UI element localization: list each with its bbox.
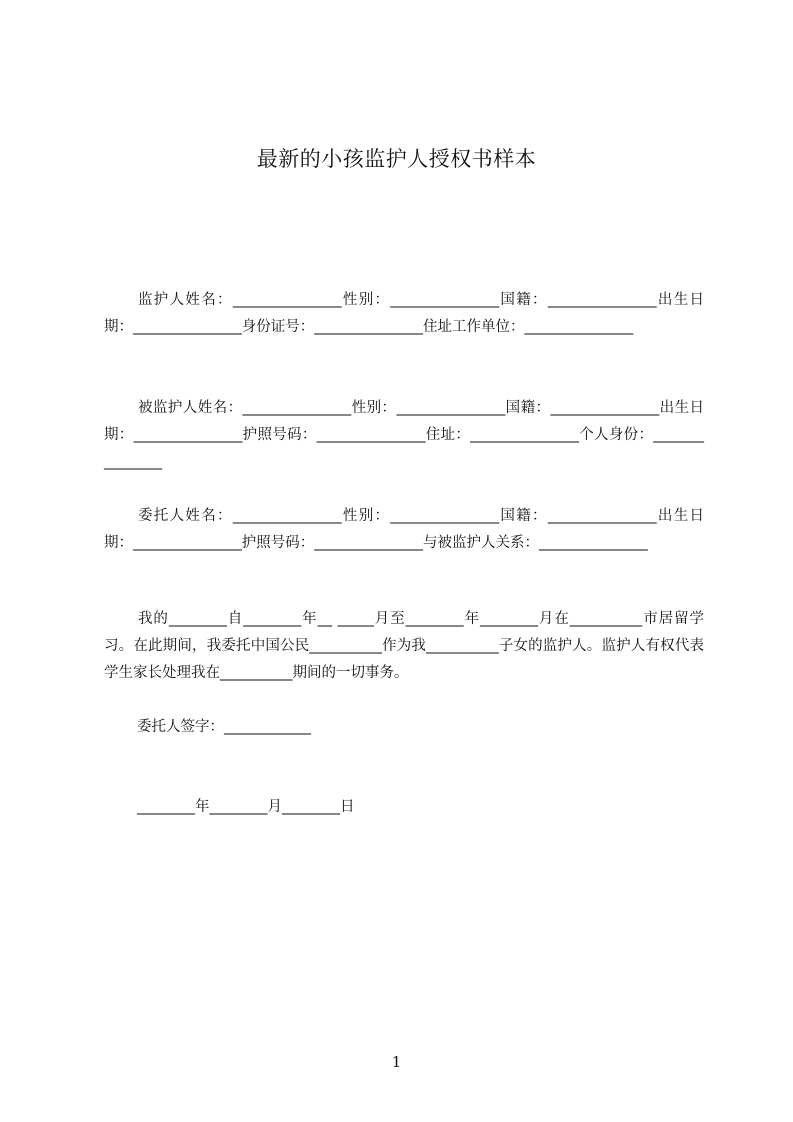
ward-info-paragraph: 被监护人姓名：_______________性别：_______________国籍：_______________出生日期：_______________护照号码：_______________住址：_______________个人身份：_______________ bbox=[104, 400, 704, 470]
page-number: 1 bbox=[391, 1053, 402, 1071]
document-title: 最新的小孩监护人授权书样本 bbox=[256, 147, 537, 171]
authorization-statement: 我的________自________年__ _____月至________年________月在__________市居留学习。在此期间，我委托中国公民__________作为我__________子女的监护人。监护人有权代表学生家长处理我在__________期间的一切事务。 bbox=[104, 611, 704, 681]
guardian-info-paragraph: 监护人姓名：_______________性别：_______________国籍：_______________出生日期：_______________身份证号：_______________住址工作单位：_______________ bbox=[104, 292, 704, 335]
trustee-info-paragraph: 委托人姓名：_______________性别：_______________国籍：_______________出生日期：_______________护照号码：_______________与被监护人关系：_______________ bbox=[104, 508, 704, 551]
date-line: ________年________月________日 bbox=[137, 799, 355, 815]
trustee-signature-line: 委托人签字：____________ bbox=[137, 719, 311, 735]
